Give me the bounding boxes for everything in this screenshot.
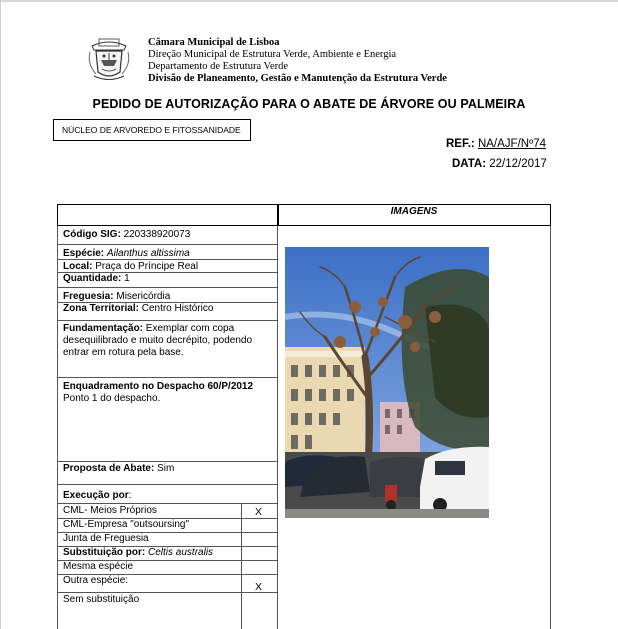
execucao-colon: : [128, 490, 132, 501]
sub-option-mark: X [255, 581, 263, 593]
row-line [57, 320, 277, 321]
sub-option: Sem substituição [63, 594, 140, 605]
page-left-border [0, 0, 1, 629]
reference [446, 138, 546, 150]
sub-option: Mesma espécie [63, 561, 134, 572]
table-column-divider [277, 226, 278, 629]
zona-territorial [63, 303, 213, 315]
especie-value: Ailanthus altissima [106, 248, 190, 259]
fundamentacao-label: Fundamentação: [63, 323, 144, 334]
codigo-value: 220338920073 [123, 229, 191, 240]
execucao-label: Execução por [63, 490, 129, 501]
proposta-value: Sim [157, 463, 175, 474]
zona-label: Zona Territorial: [63, 303, 139, 314]
quantidade [63, 273, 130, 285]
local [63, 261, 198, 273]
row-line [57, 244, 277, 245]
freguesia-value: Misericórdia [116, 291, 171, 302]
date-value: 22/12/2017 [489, 158, 547, 170]
org-name: Câmara Municipal de Lisboa [148, 37, 280, 48]
page-top-border [0, 0, 618, 2]
org-directorate: Direção Municipal de Estrutura Verde, Ambiente e Energia [148, 49, 397, 60]
document-title: PEDIDO DE AUTORIZAÇÃO PARA O ABATE DE ÁRVORE OU PALMEIRA [92, 97, 526, 111]
fundamentacao-line-3: entrar em rotura pela base. [63, 347, 184, 358]
nucleo-box: NÚCLEO DE ARVOREDO E FITOSSANIDADE [53, 119, 251, 141]
exec-option-mark: X [255, 506, 263, 518]
images-header: IMAGENS [390, 206, 438, 217]
date [452, 158, 547, 170]
enquadramento-label: Enquadramento no Despacho 60/P/2012 [63, 381, 254, 392]
exec-option: CML- Meios Próprios [63, 505, 157, 516]
date-label: DATA: [452, 158, 487, 170]
codigo-sig [63, 229, 190, 241]
exec-option: CML-Empresa "outsoursing" [63, 519, 190, 530]
freguesia-label: Freguesia: [63, 291, 114, 302]
local-value: Praça do Príncipe Real [95, 261, 199, 272]
lisbon-crest-logo [84, 36, 134, 84]
zona-value: Centro Histórico [141, 303, 214, 314]
tree-photo [285, 247, 489, 518]
row-line [57, 503, 277, 504]
quantidade-value: 1 [124, 273, 130, 284]
execucao-heading [63, 490, 131, 502]
row-line [57, 461, 277, 462]
codigo-label: Código SIG: [63, 229, 121, 240]
local-label: Local: [63, 261, 93, 272]
enquadramento-value: Ponto 1 do despacho. [63, 393, 161, 404]
exec-option: Junta de Freguesia [63, 533, 149, 544]
proposta-abate [63, 463, 174, 475]
org-department: Departamento de Estrutura Verde [148, 61, 289, 72]
especie-label: Espécie: [63, 248, 105, 259]
substituicao-value: Celtis australis [148, 547, 214, 558]
fundamentacao-line-2: desequilibrado e muito decrépito, podendo [63, 335, 253, 346]
ref-value: NA/AJF/Nº74 [477, 138, 547, 150]
freguesia [63, 291, 170, 303]
mark-column-divider [241, 503, 242, 629]
org-division: Divisão de Planeamento, Gestão e Manutenção da Estrutura Verde [148, 73, 447, 84]
especie [63, 248, 190, 260]
proposta-label: Proposta de Abate: [63, 463, 155, 474]
row-line [57, 592, 277, 593]
sub-option: Outra espécie: [63, 575, 129, 586]
row-line [57, 484, 277, 485]
row-line [57, 377, 277, 378]
row-line [57, 287, 277, 288]
quantidade-label: Quantidade: [63, 273, 122, 284]
table-right-border [550, 226, 551, 629]
ref-label: REF.: [446, 138, 475, 150]
substituicao-label: Substituição por: [63, 547, 146, 558]
substituicao [63, 547, 213, 559]
fundamentacao-text: Exemplar com copa [145, 323, 235, 334]
fundamentacao [63, 323, 234, 335]
